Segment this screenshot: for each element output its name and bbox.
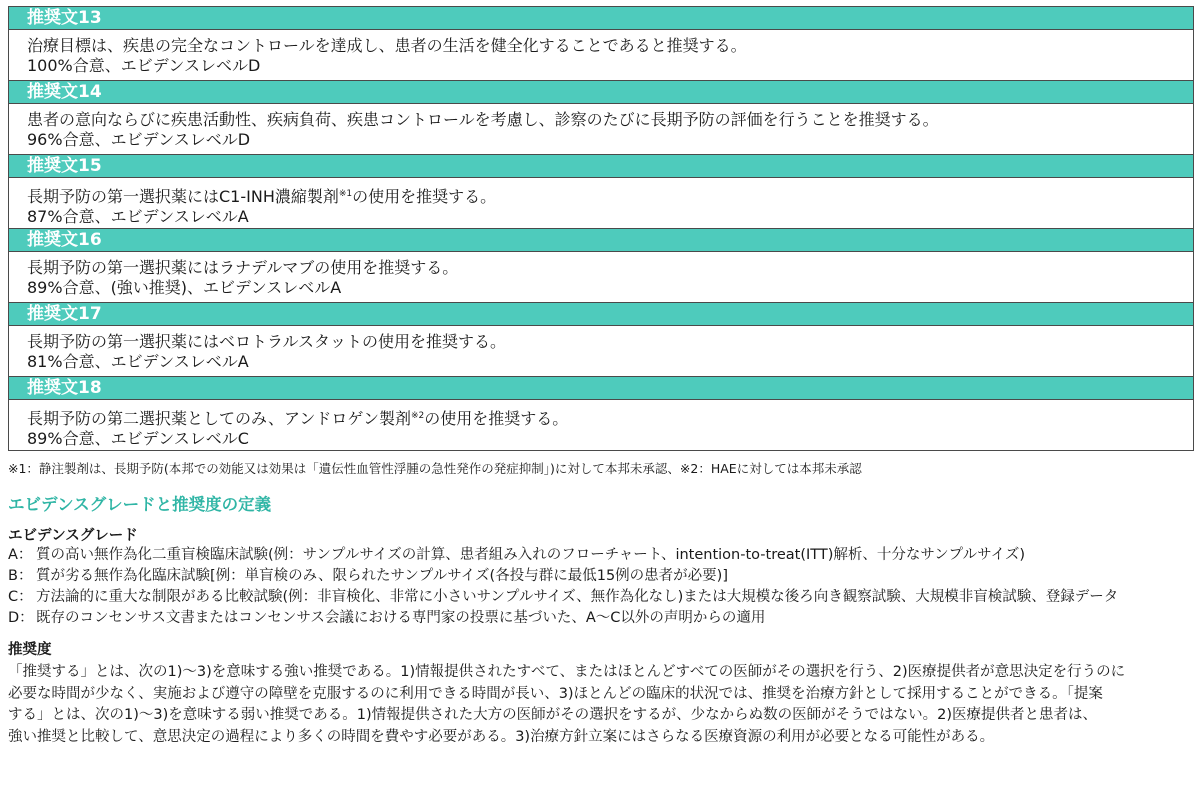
recommendation-table — [8, 6, 1194, 451]
recommendation-17 — [9, 303, 1193, 377]
recommendation-text: 患者の意向ならびに疾患活動性、疾病負荷、疾患コントロールを考慮し、診察のたびに長期予防の評価を行うことを推奨する。 — [27, 110, 939, 129]
recommendation-text — [27, 184, 1193, 207]
grade-letter: D： — [8, 610, 34, 626]
paragraph-line: する」とは、次の1)～3)を意味する弱い推奨である。1)情報提供された大方の医師がその選択をするが、少なからぬ数の医師がそうではない。2)医療提供者と患者は、 — [8, 707, 1098, 723]
evidence-grade-heading: エビデンスグレード — [8, 528, 138, 544]
footnote: ※1：静注製剤は、長期予防(本邦での効能又は効果は「遺伝性血管性浮腫の急性発作の発症抑制」)に対して本邦未承認、※2：HAEに対しては本邦未承認 — [8, 461, 862, 476]
recommendation-text: 長期予防の第一選択薬にはベロトラルスタットの使用を推奨する。 — [27, 332, 507, 351]
section-title: エビデンスグレードと推奨度の定義 — [8, 495, 272, 514]
recommendation-text — [27, 406, 1193, 429]
recommendation-15 — [9, 155, 1193, 229]
recommendation-text-main: 長期予防の第二選択薬としてのみ、アンドロゲン製剤 — [27, 409, 412, 428]
recommendation-body — [9, 252, 1193, 303]
recommendation-title: 推奨文17 — [9, 303, 1193, 326]
recommendation-body — [9, 104, 1193, 155]
evidence-grade-item — [8, 587, 1194, 608]
recommendation-13 — [9, 7, 1193, 81]
grade-letter: A： — [8, 547, 33, 563]
recommendation-text-end: の使用を推奨する。 — [352, 187, 497, 206]
evidence-grade-list — [8, 545, 1194, 629]
recommendation-text: 長期予防の第一選択薬にはラナデルマブの使用を推奨する。 — [27, 258, 459, 277]
grade-description: 質の高い無作為化二重盲検臨床試験(例：サンプルサイズの計算、患者組み入れのフローチャート、intention-to-treat(ITT)解析、十分なサンプルサイズ) — [36, 547, 1026, 563]
recommendation-title: 推奨文13 — [9, 7, 1193, 30]
recommendation-text-main: 長期予防の第一選択薬にはC1-INH濃縮製剤 — [27, 187, 339, 206]
evidence-grade-item — [8, 608, 1194, 629]
recommendation-text-end: の使用を推奨する。 — [424, 409, 569, 428]
recommendation-text: 治療目標は、疾患の完全なコントロールを達成し、患者の生活を健全化することであると推奨する。 — [27, 36, 747, 55]
recommendation-body — [9, 30, 1193, 81]
grade-letter: B： — [8, 568, 33, 584]
recommendation-18 — [9, 377, 1193, 450]
recommendation-16 — [9, 229, 1193, 303]
recommendation-title: 推奨文16 — [9, 229, 1193, 252]
grade-description: 方法論的に重大な制限がある比較試験(例：非盲検化、非常に小さいサンプルサイズ、無作為化なし)または大規模な後ろ向き観察試験、大規模非盲検試験、登録データ — [36, 589, 1119, 605]
recommendation-consensus: 100%合意、エビデンスレベルD — [27, 56, 261, 75]
recommendation-body — [9, 178, 1193, 229]
document — [8, 6, 1194, 748]
recommendation-14 — [9, 81, 1193, 155]
footnote-marker: ※1 — [338, 189, 353, 199]
footnote-marker: ※2 — [411, 411, 425, 421]
evidence-grade-item — [8, 566, 1194, 587]
recommendation-title: 推奨文15 — [9, 155, 1193, 178]
paragraph-line: 強い推奨と比較して、意思決定の過程により多くの時間を費やす必要がある。3)治療方針立案にはさらなる医療資源の利用が必要となる可能性がある。 — [8, 728, 995, 745]
evidence-grade-item — [8, 545, 1194, 566]
grade-description: 質が劣る無作為化臨床試験[例：単盲検のみ、限られたサンプルサイズ(各投与群に最低15例の患者が必要)] — [36, 568, 728, 584]
grade-description: 既存のコンセンサス文書またはコンセンサス会議における専門家の投票に基づいた、A～C以外の声明からの適用 — [36, 610, 766, 626]
grade-letter: C： — [8, 589, 33, 605]
recommendation-title: 推奨文14 — [9, 81, 1193, 104]
recommendation-consensus: 89%合意、(強い推奨)、エビデンスレベルA — [27, 278, 342, 297]
paragraph-line: 必要な時間が少なく、実施および遵守の障壁を克服するのに利用できる時間が長い、3)ほとんどの臨床的状況では、推奨を治療方針として採用することができる。「提案 — [8, 685, 1103, 702]
recommendation-consensus: 89%合意、エビデンスレベルC — [27, 429, 249, 448]
recommendation-consensus: 81%合意、エビデンスレベルA — [27, 352, 249, 371]
recommendation-consensus: 87%合意、エビデンスレベルA — [27, 207, 249, 226]
recommendation-body — [9, 400, 1193, 450]
recommendation-consensus: 96%合意、エビデンスレベルD — [27, 130, 251, 149]
recommendation-strength-heading: 推奨度 — [8, 642, 52, 658]
recommendation-title: 推奨文18 — [9, 377, 1193, 400]
recommendation-body — [9, 326, 1193, 377]
paragraph-line: 「推奨する」とは、次の1)～3)を意味する強い推奨である。1)情報提供されたすべて、またはほとんどすべての医師がその選択を行う、2)医療提供者が意思決定を行うのに — [8, 664, 1126, 680]
recommendation-strength-paragraph — [8, 662, 1194, 748]
